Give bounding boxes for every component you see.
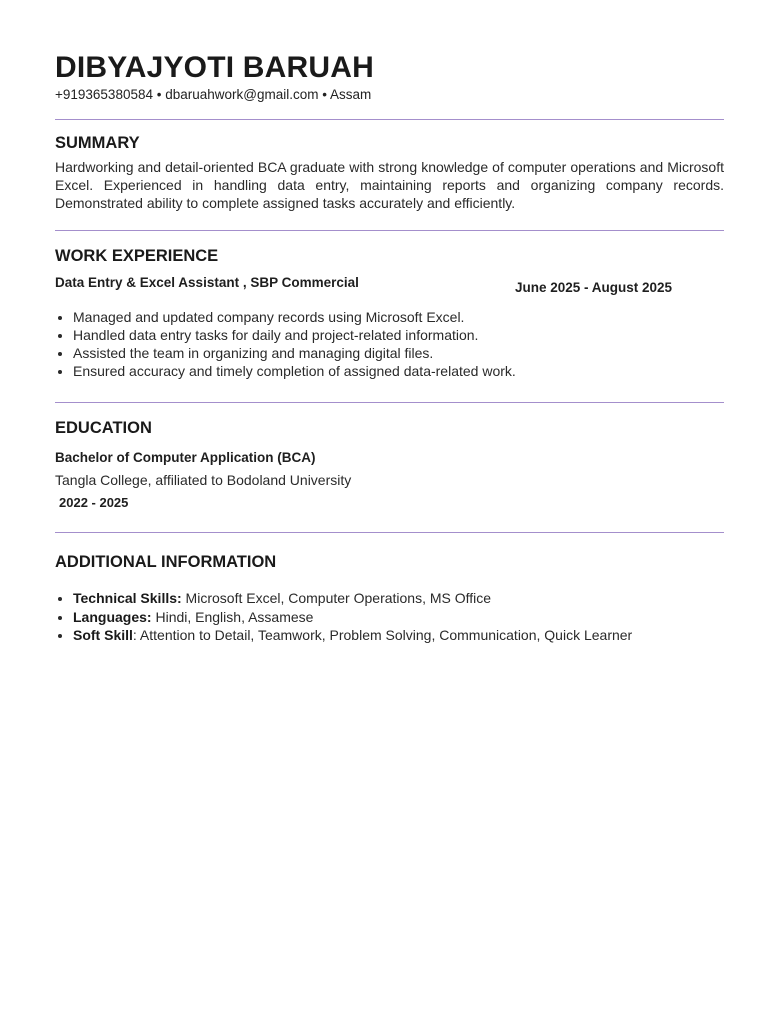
- job-dates: June 2025 - August 2025: [515, 279, 673, 295]
- education-years: 2022 - 2025: [59, 495, 129, 511]
- list-item: [73, 608, 724, 626]
- additional-info-list: [55, 589, 724, 644]
- degree-title: Bachelor of Computer Application (BCA): [55, 450, 316, 466]
- item-label: Soft Skill: [73, 626, 133, 643]
- school-name: Tangla College, affiliated to Bodoland University: [55, 472, 352, 489]
- candidate-name: DIBYAJYOTI BARUAH: [55, 51, 375, 84]
- section-divider: [55, 230, 724, 231]
- summary-heading: SUMMARY: [55, 134, 140, 152]
- list-item: • Managed and updated company records using Microsoft Excel.: [73, 308, 724, 326]
- section-divider: [55, 119, 724, 120]
- additional-info-heading: ADDITIONAL INFORMATION: [55, 553, 277, 572]
- education-heading: EDUCATION: [55, 419, 152, 438]
- work-experience-heading: WORK EXPERIENCE: [55, 246, 219, 265]
- list-item: • Ensured accuracy and timely completion of assigned data-related work.: [73, 362, 724, 380]
- item-value: : Attention to Detail, Teamwork, Problem Solving, Communication, Quick Learner: [132, 626, 633, 643]
- section-divider: [55, 532, 724, 533]
- item-label: Languages:: [73, 608, 152, 625]
- contact-line: +919365380584 • dbaruahwork@gmail.com • Assam: [55, 87, 372, 102]
- work-bullet-list: [55, 308, 724, 381]
- resume-page: [55, 50, 724, 644]
- list-item: • Assisted the team in organizing and managing digital files.: [73, 344, 724, 362]
- item-value: Hindi, English, Assamese: [151, 608, 314, 625]
- job-header: [55, 275, 724, 297]
- list-item: [73, 626, 724, 644]
- summary-text: Hardworking and detail-oriented BCA graduate with strong knowledge of computer operations and Microsoft Excel. Experienced in handling data entry, maintaining reports and organizing company records. Demonstrated ability to complete assigned tasks accurately and efficiently.: [55, 159, 724, 212]
- item-label: Technical Skills:: [73, 590, 182, 607]
- list-item: [73, 589, 724, 607]
- list-item: • Handled data entry tasks for daily and project-related information.: [73, 326, 724, 344]
- section-divider: [55, 402, 724, 403]
- job-title: Data Entry & Excel Assistant , SBP Commercial: [55, 274, 359, 290]
- item-value: Microsoft Excel, Computer Operations, MS Office: [181, 590, 492, 607]
